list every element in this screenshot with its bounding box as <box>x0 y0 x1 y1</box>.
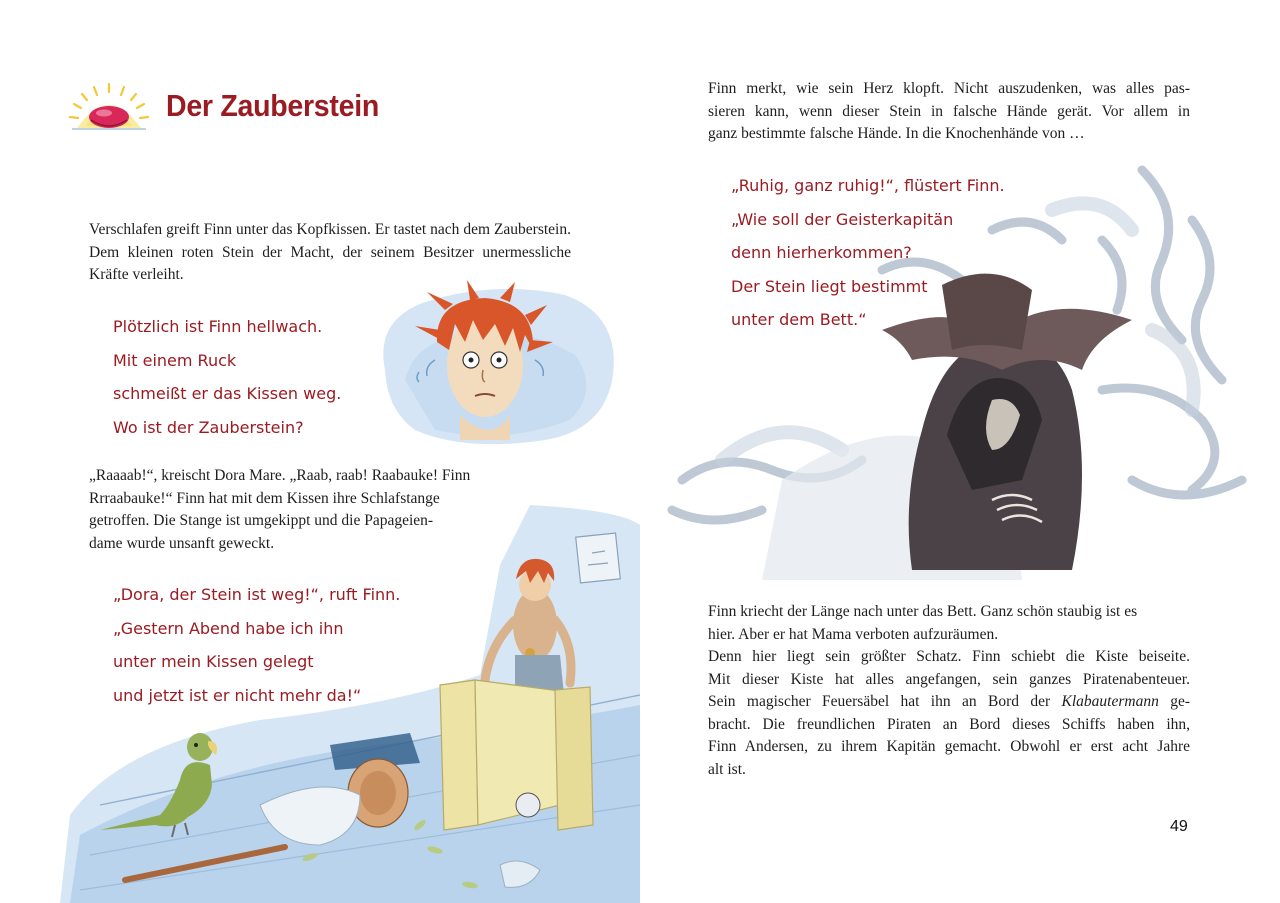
text-line: Finn Andersen, zu ihrem Kapitän gemacht. Obwohl er erst acht Jahre <box>708 738 1190 755</box>
dialog-line: Wo ist der Zauberstein? <box>113 417 304 437</box>
dialog-block-3 <box>731 169 1005 337</box>
text-line-with-ship-name <box>708 691 1190 714</box>
dialog-line: unter dem Bett.“ <box>731 310 867 329</box>
dialog-line: „Wie soll der Geisterkapitän <box>731 209 954 229</box>
chapter-header <box>66 80 398 132</box>
dialog-line: „Gestern Abend habe ich ihn <box>113 618 344 638</box>
sun-gem-icon <box>66 80 152 132</box>
paragraph-right-3 <box>708 646 1190 781</box>
text-line: Finn kriecht der Länge nach unter das Bett. Ganz schön staubig ist es <box>708 603 1138 620</box>
ship-name: Klabautermann <box>1061 693 1159 710</box>
intro-text: Verschlafen greift Finn unter das Kopfkissen. Er tastet nach dem Zauberstein. Dem kleinen roten Stein der Macht, der seinem Besitzer unermessliche Kräfte verleiht. <box>89 221 571 283</box>
dialog-line: schmeißt er das Kissen weg. <box>113 384 342 403</box>
text-line: alt ist. <box>708 760 746 778</box>
text-line: Mit dieser Kiste hat alles angefangen, sein ganzes Piratenabenteuer. <box>708 670 1190 688</box>
paragraph-right-1 <box>708 78 1190 146</box>
text-line: dame wurde unsanft geweckt. <box>89 534 275 552</box>
text-fragment: Sein magischer Feuersäbel hat ihn an Bord der <box>708 693 1062 710</box>
text-line: ganz bestimmte falsche Hände. In die Knochenhände von … <box>708 125 1085 142</box>
dialog-line: Der Stein liegt bestimmt <box>731 276 928 296</box>
dialog-line: Plötzlich ist Finn hellwach. <box>113 317 323 336</box>
text-line: getroffen. Die Stange ist umgekippt und die Papageien- <box>89 512 434 529</box>
dialog-block-1 <box>113 310 341 444</box>
dialog-line: unter mein Kissen gelegt <box>113 652 314 671</box>
text-line: hier. Aber er hat Mama verboten aufzuräumen. <box>708 625 999 643</box>
chapter-title: Der Zauberstein <box>166 88 379 123</box>
dialog-line: Mit einem Ruck <box>113 350 237 370</box>
dialog-line: denn hierherkommen? <box>731 243 912 262</box>
boy-head-illustration <box>375 280 625 450</box>
dialog-block-2 <box>113 578 400 712</box>
right-page <box>640 0 1280 903</box>
text-line: sieren kann, wenn dieser Stein in falsche Hände gerät. Vor allem in <box>708 102 1190 120</box>
dialog-line: „Ruhig, ganz ruhig!“, flüstert Finn. <box>731 176 1005 195</box>
text-line: „Raaaab!“, kreischt Dora Mare. „Raab, raab! Raabauke! Finn <box>89 467 471 484</box>
dialog-line: „Dora, der Stein ist weg!“, ruft Finn. <box>113 585 401 604</box>
text-fragment: ge- <box>1158 693 1190 710</box>
intro-paragraph <box>89 219 571 287</box>
text-line: Rrraabauke!“ Finn hat mit dem Kissen ihre Schlafstange <box>89 489 440 507</box>
text-line: bracht. Die freundlichen Piraten an Bord dieses Schiffs haben ihn, <box>708 715 1190 733</box>
red-gem-icon <box>89 106 129 128</box>
paragraph-right-2 <box>708 601 1190 646</box>
dialog-line: und jetzt ist er nicht mehr da!“ <box>113 685 362 705</box>
text-line: Denn hier liegt sein größter Schatz. Finn schiebt die Kiste beiseite. <box>708 648 1190 665</box>
text-line: Finn merkt, wie sein Herz klopft. Nicht auszudenken, was alles pas- <box>708 80 1190 97</box>
page-number: 49 <box>1170 818 1188 835</box>
